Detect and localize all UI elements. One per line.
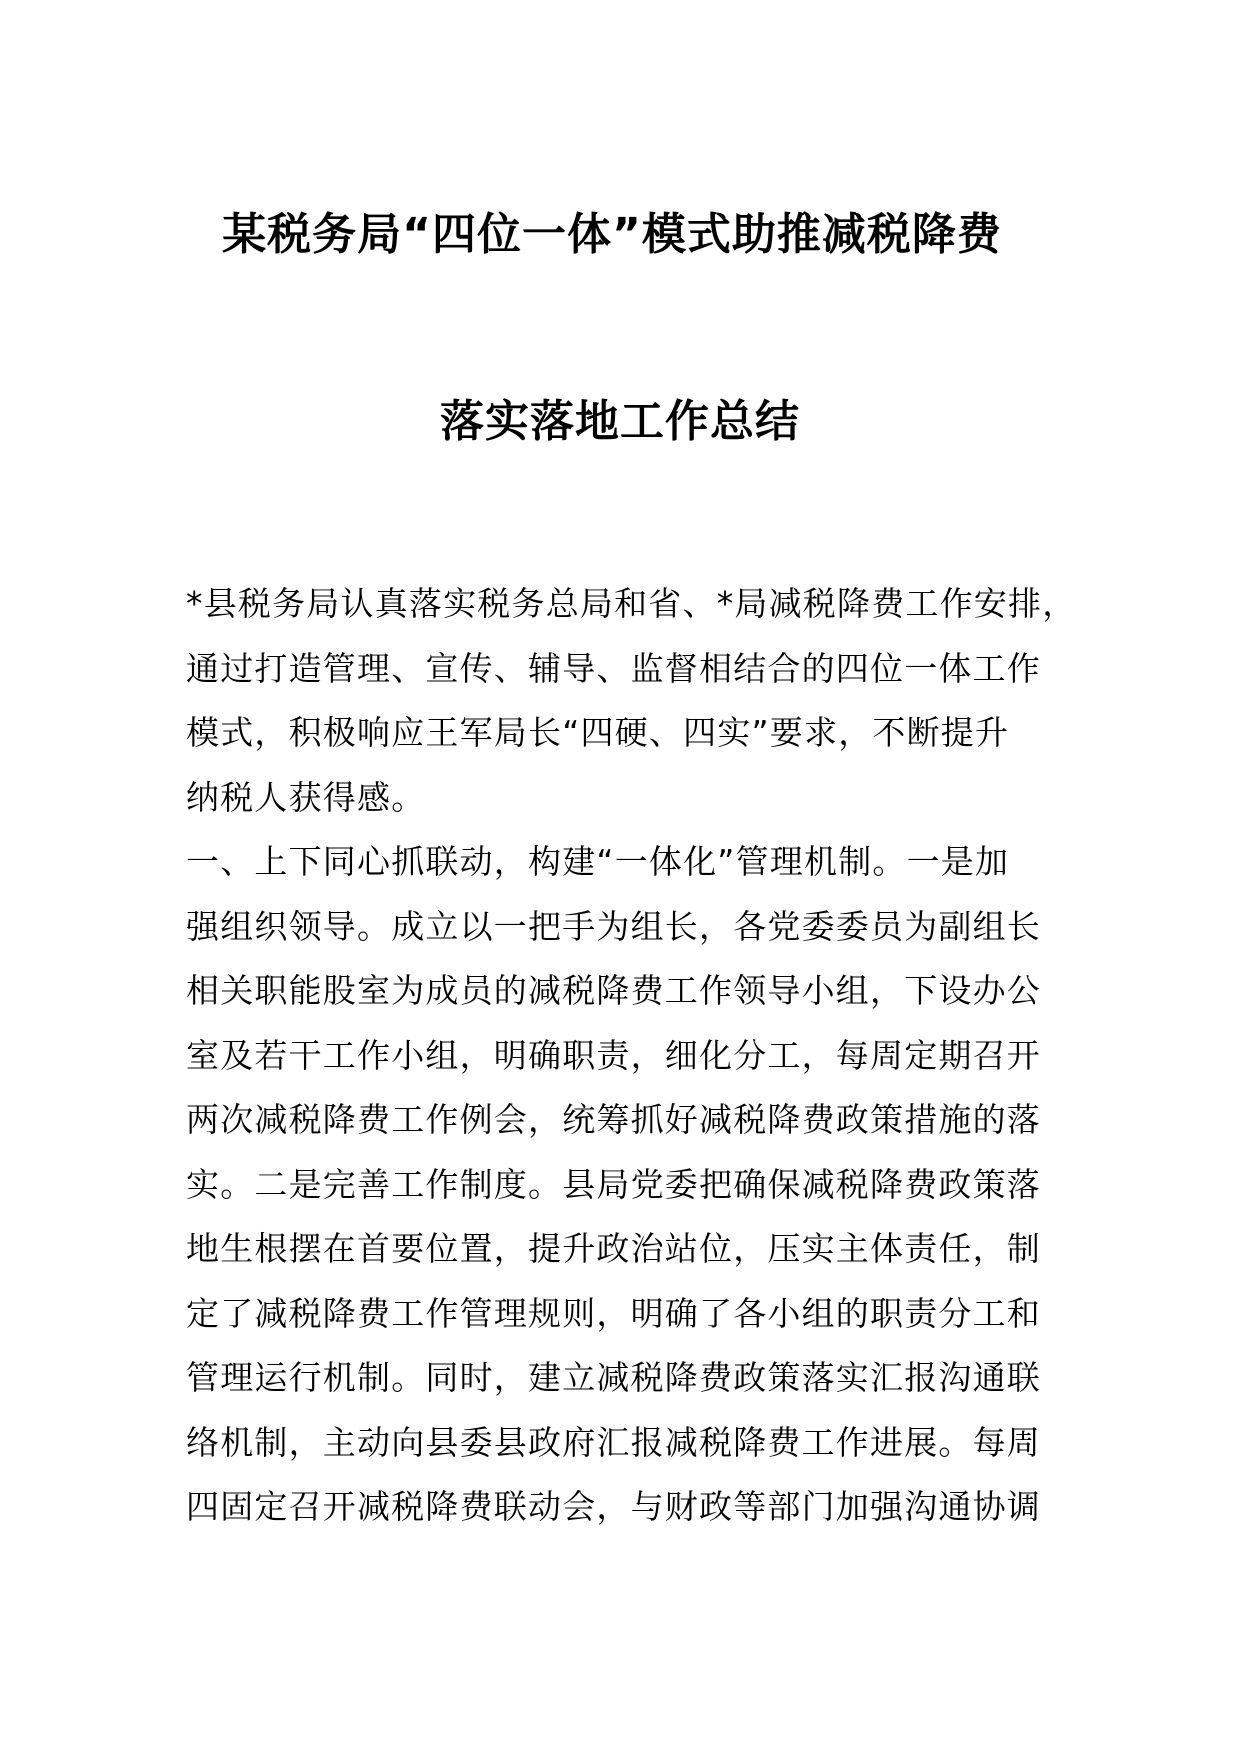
body-line: 两次减税降费工作例会，统筹抓好减税降费政策措施的落	[186, 1100, 1041, 1139]
body-line: 室及若干工作小组，明确职责，细化分工，每周定期召开	[186, 1035, 1041, 1075]
body-line: 强组织领导。成立以一把手为组长，各党委委员为副组长	[186, 906, 1041, 946]
document-title-line-1: 某税务局“四位一体”模式助推减税降费	[222, 209, 1002, 260]
body-line: 模式，积极响应王军局长“四硬、四实”要求，不断提升	[186, 713, 1010, 752]
body-line: 络机制，主动向县委县政府汇报减税降费工作进展。每周	[186, 1422, 1041, 1462]
document-body	[186, 572, 1076, 1540]
document-title-line-2: 落实落地工作总结	[440, 396, 800, 447]
body-line: 管理运行机制。同时，建立减税降费政策落实汇报沟通联	[186, 1358, 1041, 1397]
body-line: 通过打造管理、宣传、辅导、监督相结合的四位一体工作	[186, 648, 1041, 688]
body-line: 地生根摆在首要位置，提升政治站位，压实主体责任，制	[186, 1229, 1041, 1268]
body-line: 一、上下同心抓联动，构建“一体化”管理机制。一是加	[186, 842, 1010, 881]
body-line: 四固定召开减税降费联动会，与财政等部门加强沟通协调	[186, 1487, 1041, 1526]
body-line: 纳税人获得感。	[186, 777, 426, 817]
body-line: 实。二是完善工作制度。县局党委把确保减税降费政策落	[186, 1164, 1041, 1204]
body-line: 定了减税降费工作管理规则，明确了各小组的职责分工和	[186, 1293, 1041, 1333]
body-line: *县税务局认真落实税务总局和省、*局减税降费工作安排，	[186, 584, 1077, 623]
body-line: 相关职能股室为成员的减税降费工作领导小组，下设办公	[186, 971, 1041, 1010]
